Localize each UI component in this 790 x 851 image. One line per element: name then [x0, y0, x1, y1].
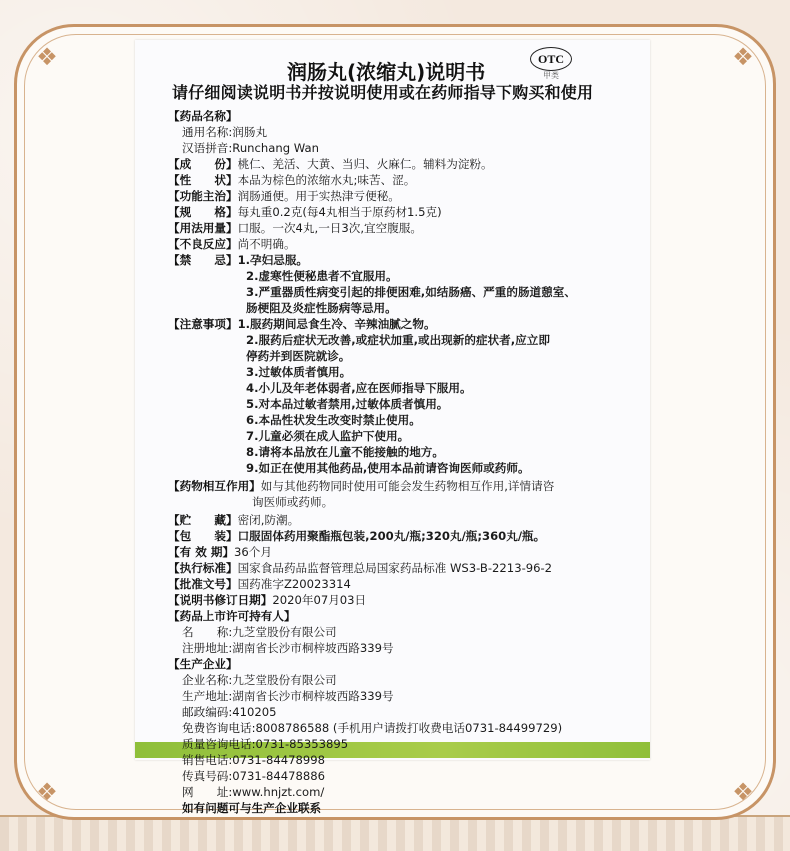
section-row: 7.儿童必须在成人监护下使用。 [246, 429, 410, 443]
otc-badge: OTC [530, 47, 572, 71]
section-row: 【有 效 期】36个月 [168, 545, 272, 559]
section-row: 【禁 忌】1.孕妇忌服。 [168, 253, 309, 267]
corner-ornament-icon: ❖ [36, 43, 58, 71]
section-row: 【规 格】每丸重0.2克(每4丸相当于原药材1.5克) [168, 205, 442, 219]
section-row: 3.严重器质性病变引起的排便困难,如结肠癌、严重的肠道憩室、 [246, 285, 576, 299]
section-row: 9.如正在使用其他药品,使用本品前请咨询医师或药师。 [246, 461, 530, 475]
section-row: 通用名称:润肠丸 [182, 125, 268, 139]
section-row: 8.请将本品放在儿童不能接触的地方。 [246, 445, 444, 459]
section-row: 【包 装】口服固体药用聚酯瓶包装,200丸/瓶;320丸/瓶;360丸/瓶。 [168, 529, 546, 543]
section-row: 销售电话:0731-84478998 [182, 753, 325, 767]
section-row: 3.过敏体质者慎用。 [246, 365, 352, 379]
section-row: 企业名称:九芝堂股份有限公司 [182, 673, 337, 687]
section-row: 【不良反应】尚不明确。 [168, 237, 296, 251]
section-row: 汉语拼音:Runchang Wan [182, 141, 319, 155]
section-row: 【贮 藏】密闭,防潮。 [168, 513, 300, 527]
section-row: 2.服药后症状无改善,或症状加重,或出现新的症状者,应立即 [246, 333, 550, 347]
section-row: 6.本品性状发生改变时禁止使用。 [246, 413, 421, 427]
section-row: 质量咨询电话:0731-85353895 [182, 737, 349, 751]
section-row: 生产地址:湖南省长沙市桐梓坡西路339号 [182, 689, 394, 703]
section-row: 【性 状】本品为棕色的浓缩水丸;味苦、涩。 [168, 173, 416, 187]
section-row: 免费咨询电话:8008786588 (手机用户请拨打收费电话0731-84499729) [182, 721, 563, 735]
section-row: 肠梗阻及炎症性肠病等忌用。 [246, 301, 397, 315]
section-row: 【生产企业】 [168, 657, 238, 671]
section-row: 【说明书修订日期】2020年07月03日 [168, 593, 367, 607]
corner-ornament-icon: ❖ [732, 43, 754, 71]
corner-ornament-icon: ❖ [732, 778, 754, 806]
otc-category: 甲类 [543, 71, 559, 80]
section-row: 5.对本品过敏者禁用,过敏体质者慎用。 [246, 397, 449, 411]
section-row: 【功能主治】润肠通便。用于实热津亏便秘。 [168, 189, 400, 203]
section-row: 【成 份】桃仁、羌活、大黄、当归、火麻仁。辅料为淀粉。 [168, 157, 493, 171]
section-row: 传真号码:0731-84478886 [182, 769, 325, 783]
section-row: 【批准文号】国药准字Z20023314 [168, 577, 351, 591]
section-row: 如有问题可与生产企业联系 [182, 801, 322, 815]
section-row: 【用法用量】口服。一次4丸,一日3次,宜空腹服。 [168, 221, 423, 235]
usage-warning: 请仔细阅读说明书并按说明使用或在药师指导下购买和使用 [172, 83, 594, 102]
section-row: 停药并到医院就诊。 [246, 349, 351, 363]
leaflet-title: 润肠丸(浓缩丸)说明书 [287, 60, 486, 84]
section-row: 注册地址:湖南省长沙市桐梓坡西路339号 [182, 641, 394, 655]
section-row: 【注意事项】1.服药期间忌食生冷、辛辣油腻之物。 [168, 317, 436, 331]
section-row: 4.小儿及年老体弱者,应在医师指导下服用。 [246, 381, 472, 395]
section-row: 【执行标准】国家食品药品监督管理总局国家药品标准 WS3-B-2213-96-2 [168, 561, 553, 575]
section-row: 【药品上市许可持有人】 [168, 609, 296, 623]
section-row: 网 址:www.hnjzt.com/ [182, 785, 325, 799]
section-row: 【药品名称】 [168, 109, 238, 123]
section-row: 2.虚寒性便秘患者不宜服用。 [246, 269, 398, 283]
section-row: 邮政编码:410205 [182, 705, 277, 719]
section-row: 名 称:九芝堂股份有限公司 [182, 625, 337, 639]
section-row: 询医师或药师。 [252, 495, 334, 509]
section-row: 【药物相互作用】如与其他药物同时使用可能会发生药物相互作用,详情请咨 [168, 479, 555, 493]
corner-ornament-icon: ❖ [36, 778, 58, 806]
